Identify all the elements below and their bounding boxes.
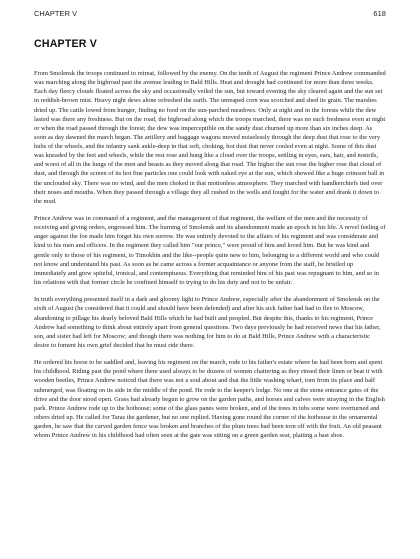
running-header bbox=[34, 9, 386, 21]
header-chapter-label: CHAPTER V bbox=[34, 9, 78, 18]
chapter-title: CHAPTER V bbox=[34, 38, 98, 50]
page-number: 618 bbox=[373, 9, 386, 18]
paragraph-4: He ordered his horse to be saddled and, leaving his regiment on the march, rode to his father's estate where he had been born and spent his childhood. Riding past the pond where there used always to be dozens of women chattering as they rinsed their linen or beat it with wooden beetles, Prince Andrew noticed that there was not a soul about and that the little washing wharf, torn from its place and half submerged, was floating on its side in the middle of the pond. He rode to the keeper's lodge. No one at the stone entrance gates of the drive and the door stood open. Grass had already begun to grow on the garden paths, and horses and calves were straying in the English park. Prince Andrew rode up to the hothouse; some of the glass panes were broken, and of the trees in tubs some were overturned and others dried up. He called for Taras the gardener, but no one replied. Having gone round the corner of the hothouse to the ornamental garden, he saw that the carved garden fence was broken and branches of the plum trees had been torn off with the fruit. An old peasant whom Prince Andrew in his childhood had often seen at the gate was sitting on a green garden seat, plaiting a bast shoe. bbox=[34, 359, 385, 440]
chapter-body bbox=[34, 69, 386, 449]
paragraph-3: In truth everything presented itself in a dark and gloomy light to Prince Andrew, especially after the abandonment of Smolensk on the sixth of August (he considered that it could and should have been defended) and after his sick father had had to flee to Moscow, abandoning to pillage his dearly beloved Bald Hills which he had built and peopled. But despite this, thanks to his regiment, Prince Andrew had something to think about entirely apart from general questions. Two days previously he had received news that his father, son, and sister had left for Moscow; and though there was nothing for him to do at Bald Hills, Prince Andrew with a characteristic desire to foment his own grief decided that he must ride there. bbox=[34, 296, 381, 349]
paragraph-1: From Smolensk the troops continued to retreat, followed by the enemy. On the tenth of August the regiment Prince Andrew commanded was marching along the highroad past the avenue leading to Bald Hills. Heat and drought had continued for more than three weeks. Each day fleecy clouds floated across the sky and occasionally veiled the sun, but toward evening the sky cleared again and the sun set in reddish-brown mist. Heavy night dews alone refreshed the earth. The unreaped corn was scorched and shed its grain. The marshes dried up. The cattle lowed from hunger, finding no food on the sun-parched meadows. Only at night and in the forests while the dew lasted was there any freshness. But on the road, the highroad along which the troops marched, there was no such freshness even at night or when the road passed through the forest; the dew was imperceptible on the sandy dust churned up more than six inches deep. As soon as day dawned the march began. The artillery and baggage wagons moved noiselessly through the deep dust that rose to the very hubs of the wheels, and the infantry sank ankle-deep in that soft, choking, hot dust that never cooled even at night. Some of this dust was kneaded by the feet and wheels, while the rest rose and hung like a cloud over the troops, settling in eyes, ears, hair, and nostrils, and worst of all in the lungs of the men and beasts as they moved along that road. The higher the sun rose the higher rose that cloud of dust, and through the screen of its hot fine particles one could look with naked eye at the sun, which showed like a huge crimson ball in the unclouded sky. There was no wind, and the men choked in that motionless atmosphere. They marched with handkerchiefs tied over their noses and mouths. When they passed through a village they all rushed to the wells and fought for the water and drank it down to the mud. bbox=[34, 70, 386, 205]
paragraph-2: Prince Andrew was in command of a regiment, and the management of that regiment, the welfare of the men and the necessity of receiving and giving orders, engrossed him. The burning of Smolensk and its abandonment made an epoch in his life. A novel feeling of anger against the foe made him forget his own sorrow. He was entirely devoted to the affairs of his regiment and was considerate and kind to his men and officers. In the regiment they called him "our prince," were proud of him and loved him. But he was kind and gentle only to those of his regiment, to Timokhin and the like--people quite new to him, belonging to a different world and who could not know and understand his past. As soon as he came across a former acquaintance or anyone from the staff, he bristled up immediately and grew spiteful, ironical, and contemptuous. Everything that reminded him of his past was repugnant to him, and so in his relations with that former circle he confined himself to trying to do his duty and not to be unfair. bbox=[34, 215, 386, 286]
